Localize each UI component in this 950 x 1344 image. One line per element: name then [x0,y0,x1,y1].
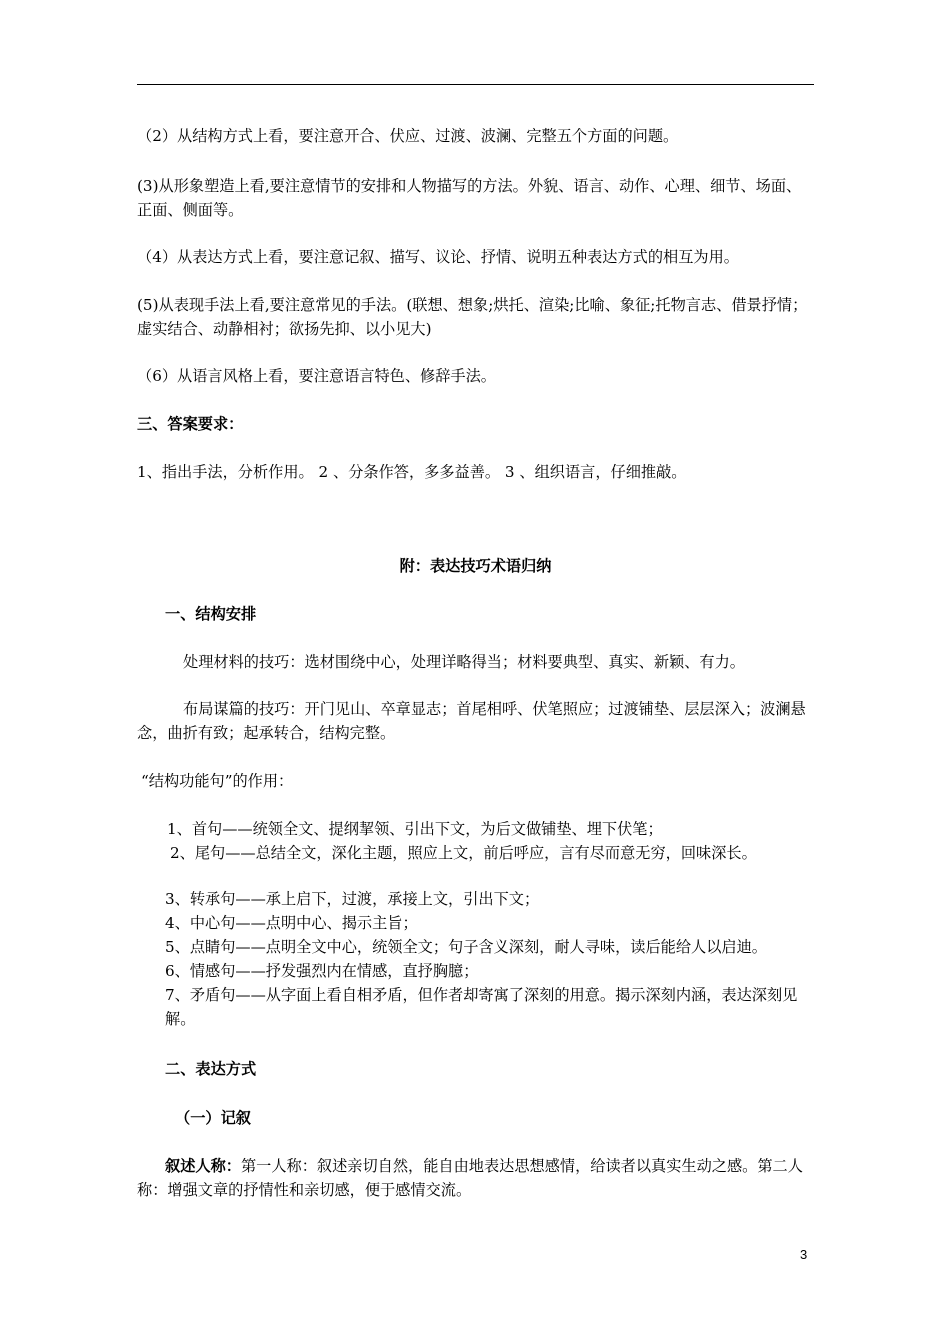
heading-structure: 一、结构安排 [165,605,257,623]
appendix-title: 附：表达技巧术语归纳 [399,557,552,575]
paragraph-narrative-person [137,1154,814,1202]
paragraph-structure-method: （2）从结构方式上看，要注意开合、伏应、过渡、波澜、完整五个方面的问题。 [137,127,679,145]
list-item-transition-sentence: 3、转承句——承上启下，过渡，承接上文，引出下文； [165,890,540,908]
page-number: 3 [800,1247,808,1262]
paragraph-techniques: (5)从表现手法上看,要注意常见的手法。(联想、想象;烘托、渲染;比喻、象征;托物言志、借景抒情；虚实结合、动静相衬；欲扬先抑、以小见大) [137,296,808,338]
narrative-person-label: 叙述人称： [165,1157,241,1175]
heading-answer-requirements: 三、答案要求： [137,415,244,433]
list-item-last-sentence: 2、尾句——总结全文，深化主题，照应上文，前后呼应，言有尽而意无穷，回味深长。 [170,844,757,862]
paragraph-material-handling: 处理材料的技巧：选材围绕中心，处理详略得当；材料要典型、真实、新颖、有力。 [183,653,745,671]
list-item-contradiction-sentence: 7、矛盾句——从字面上看自相矛盾，但作者却寄寓了深刻的用意。揭示深刻内涵，表达深刻见解。 [165,986,798,1028]
narrative-person-text: 第一人称：叙述亲切自然，能自由地表达思想感情，给读者以真实生动之感。第二人称：增强文章的抒情性和亲切感，便于感情交流。 [137,1157,803,1199]
list-item-eye-sentence: 5、点睛句——点明全文中心，统领全文；句子含义深刻，耐人寻味，读后能给人以启迪。 [165,938,767,956]
paragraph-layout-planning: 布局谋篇的技巧：开门见山、卒章显志；首尾相呼、伏笔照应；过渡铺垫、层层深入；波澜悬念，曲折有致；起承转合，结构完整。 [137,700,806,742]
list-item-emotion-sentence: 6、情感句——抒发强烈内在情感，直抒胸臆； [165,962,479,980]
heading-expression-methods: 二、表达方式 [165,1060,257,1078]
heading-narration: （一）记叙 [175,1109,251,1127]
list-item-central-sentence: 4、中心句——点明中心、揭示主旨； [165,914,418,932]
list-item-first-sentence: 1、首句——统领全文、提纲挈领、引出下文，为后文做铺垫、埋下伏笔； [167,820,663,838]
paragraph-expression-mode: （4）从表达方式上看，要注意记叙、描写、议论、抒情、说明五种表达方式的相互为用。 [137,248,739,266]
header-rule [137,84,814,85]
paragraph-functional-sentences: “结构功能句”的作用： [141,772,294,790]
paragraph-answer-steps: 1、指出手法，分析作用。 2 、分条作答，多多益善。 3 、组织语言，仔细推敲。 [137,463,687,481]
paragraph-language-style: （6）从语言风格上看，要注意语言特色、修辞手法。 [137,367,496,385]
paragraph-image-shaping: (3)从形象塑造上看,要注意情节的安排和人物描写的方法。外貌、语言、动作、心理、细节、场面、正面、侧面等。 [137,177,802,219]
